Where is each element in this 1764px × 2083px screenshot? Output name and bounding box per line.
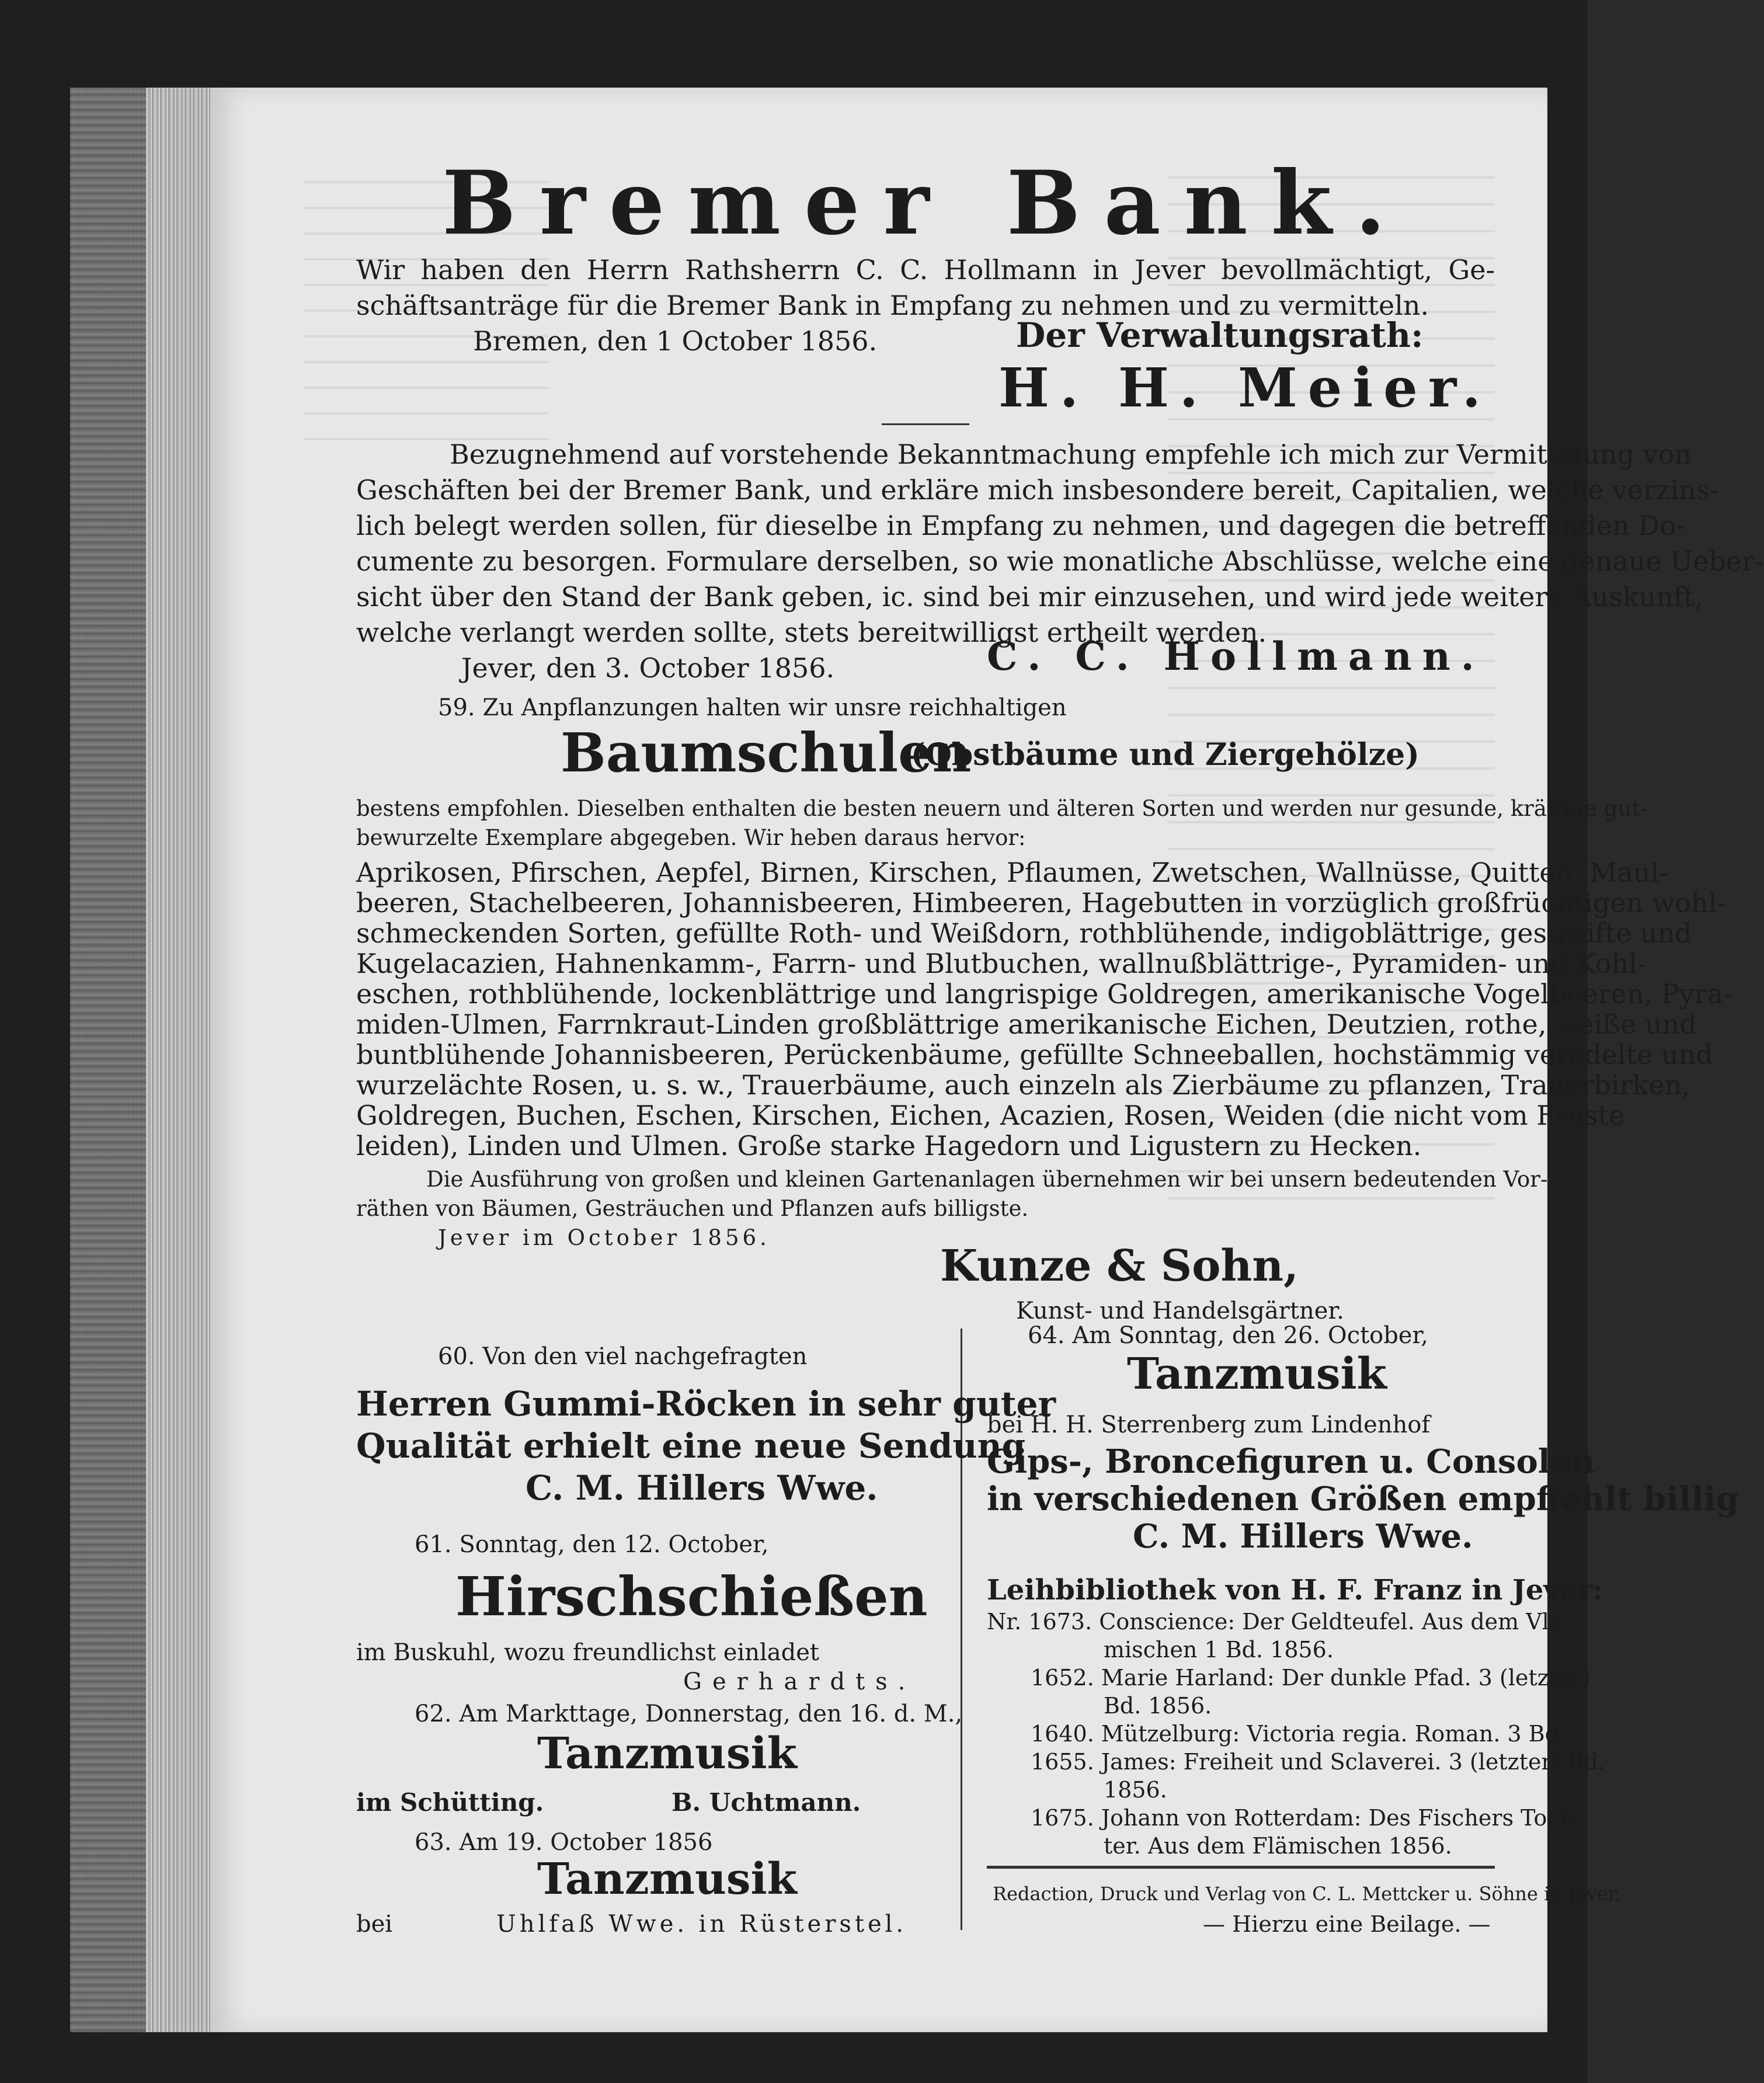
ad61-intro: 61. Sonntag, den 12. October,	[415, 1531, 769, 1558]
bank-date: Bremen, den 1 October 1856.	[473, 325, 878, 357]
bank-line-2: schäftsanträge für die Bremer Bank in Empfang zu nehmen und zu vermitteln.	[356, 290, 1429, 321]
ad59-heading: Baumschulen	[561, 721, 972, 784]
footer-rule	[987, 1866, 1495, 1869]
ad63-intro: 63. Am 19. October 1856	[415, 1829, 713, 1856]
ad60-line-2: Herren Gummi-Röcken in sehr guter	[356, 1384, 1056, 1424]
ad60-signer: C. M. Hillers Wwe.	[526, 1468, 878, 1508]
ad59-small-2: bewurzelte Exemplare abgegeben. Wir heben daraus hervor:	[356, 825, 1026, 850]
ad59-small-1: bestens empfohlen. Dieselben enthalten die besten neuern und älteren Sorten und werden nur gesunde, kräftige gut-	[356, 796, 1648, 821]
gips-signer: C. M. Hillers Wwe.	[1133, 1517, 1473, 1556]
ad59-heading-sub: (Obstbäume und Ziergehölze)	[911, 737, 1419, 773]
ad59-small-4: räthen von Bäumen, Gesträuchen und Pflanzen aufs billigste.	[356, 1196, 1029, 1221]
ad62-place: im Schütting.	[356, 1788, 544, 1817]
ad59-small-3: Die Ausführung von großen und kleinen Gartenanlagen übernehmen wir bei unsern bedeutenden Vor-	[426, 1167, 1548, 1192]
hollmann-date: Jever, den 3. October 1856.	[461, 652, 835, 684]
gips-line-2: in verschiedenen Größen empfiehlt billig	[987, 1480, 1739, 1518]
ad63-bei: bei	[356, 1911, 393, 1938]
ad59-signer: Kunze & Sohn,	[940, 1241, 1299, 1291]
ad61-line: im Buskuhl, wozu freundlichst einladet	[356, 1639, 819, 1666]
ad62-heading: Tanzmusik	[537, 1729, 797, 1779]
bank-signer: H. H. Meier.	[998, 356, 1491, 419]
ad59-place: Jever im October 1856.	[438, 1225, 770, 1250]
gips-line-1: Gips-, Broncefiguren u. Consolen	[987, 1442, 1595, 1481]
ad61-heading: Hirschschießen	[455, 1565, 928, 1628]
ad59-intro: 59. Zu Anpflanzungen halten wir unsre reichhaltigen	[438, 694, 1067, 721]
ad60-line-3: Qualität erhielt eine neue Sendung	[356, 1426, 1026, 1466]
newspaper-page: Bremer Bank. Wir haben den Herrn Rathsherrn C. C. Hollmann in Jever bevollmächtigt, Ge- schäftsanträge für die Bremer Bank in Empfang zu nehmen und zu vermitteln. Bremen, den 1 October 1856. Der Verwaltungsrath: H. H. Meier. Bezugnehmend auf vorstehende Bekanntmachung empfehle ich mich zur Vermittelung von Geschäften bei der Bremer Bank, und erkläre mich insbesondere bereit, Capitalien, welche verzins- lich belegt werden sollen, für dieselbe in Empfang zu nehmen, und dagegen die betreffenden Do- cumente zu besorgen. Formulare derselben, so wie monatliche Abschlüsse, welche eine genaue Ueber- sicht über den Stand der Bank geben, ic. sind bei mir einzusehen, und wird jede weitere Auskunft, welche verlangt werden sollte, stets bereitwilligst ertheilt werden. Jever, den 3. October 1856. C. C. Hollmann. 59. Zu Anpflanzungen halten wir unsre reichhaltigen Baumschulen (Obstbäume und Ziergehölze) bestens empfohlen. Dieselben enthalten die besten neuern und älteren Sorten und werden nur gesunde, kräftige gut- bewurzelte Exemplare abgegeben. Wir heben daraus hervor: Aprikosen, Pfirschen, Aepfel, Birnen, Kirschen, Pflaumen, Zwetschen, Wallnüsse, Quitten, Maul- beeren, Stachelbeeren, Johannisbeeren, Himbeeren, Hagebutten in vorzüglich großfrüchtigen wohl- schmeckenden Sorten, gefüllte Roth- und Weißdorn, rothblühende, indigoblättrige, gestreifte und Kugelacazien, Hahnenkamm-, Farrn- und Blutbuchen, wallnußblättrige-, Pyramiden- und Kohl- eschen, rothblühende, lockenblättrige und langrispige Goldregen, amerikanische Vogelbeeren, Pyra- miden-Ulmen, Farrnkraut-Linden großblättrige amerikanische Eichen, Deutzien, rothe, weiße und buntblühende Johannisbeeren, Perückenbäume, gefüllte Schneeballen, hochstämmig veredelte und wurzelächte Rosen, u. s. w., Trauerbäume, auch einzeln als Zierbäume zu pflanzen, Trauerbirken, Goldregen, Buchen, Eschen, Kirschen, Eichen, Acazien, Rosen, Weiden (die nicht vom Froste leiden), Linden und Ulmen. Große starke Hagedorn und Ligustern zu Hecken. Die Ausführung von großen und kleinen Gartenanlagen übernehmen wir bei unsern bedeutenden Vor- räthen von Bäumen, Gesträuchen und Pflanzen aufs billigste. Jever im October 1856. Kunze & Sohn, Kunst- und Handelsgärtner. 60. Von den viel nachgefragten Herren Gummi-Röcken in sehr guter Qualität erhielt eine neue Sendung C. M. Hillers Wwe. 61. Sonntag, den 12. October, Hirschschießen im Buskuhl, wozu freundlichst einladet Gerhardts. 62. Am Markttage, Donnerstag, den 16. d. M., Tanzmusik im Schütting. B. Uchtmann. 63. Am 19. October 1856 Tanzmusik bei Uhlfaß Wwe. in Rüsterstel. 64. Am Sonntag, den 26. October, Tanzmusik bei H. H. Sterrenberg zum Lindenhof Gips-, Broncefiguren u. Consolen in verschiedenen Größen empfiehlt billig C. M. Hillers Wwe. Leihbibliothek von H. F. Franz in Jever: Nr. 1673. Conscience: Der Geldteufel. Aus dem Vlä- mischen 1 Bd. 1856. 1652. Marie Harland: Der dunkle Pfad. 3 (letzter) Bd. 1856. 1640. Mützelburg: Victoria regia. Roman. 3 Bd. 1655. James: Freiheit und Sclaverei. 3 (letzter) Bd. 1856. 1675. Johann von Rotterdam: Des Fischers Toch- ter. Aus dem Flämischen 1856. Redaction, Druck und Verlag von C. L. Mettcker u. Söhne in Jever. — Hierzu eine Beilage. —	[210, 88, 1547, 2032]
ad61-signer: Gerhardts.	[683, 1668, 916, 1695]
ad59-signer-sub: Kunst- und Handelsgärtner.	[1016, 1298, 1344, 1324]
hollmann-signer: C. C. Hollmann.	[987, 634, 1485, 679]
bank-title: Bremer Bank.	[442, 152, 1409, 255]
footer-supplement: — Hierzu eine Beilage. —	[1203, 1911, 1491, 1937]
ad64-intro: 64. Am Sonntag, den 26. October,	[1028, 1322, 1428, 1349]
library-heading: Leihbibliothek von H. F. Franz in Jever:	[987, 1574, 1603, 1606]
ad60-number: 60. Von den viel nachgefragten	[438, 1343, 808, 1370]
bank-line-1: Wir haben den Herrn Rathsherrn C. C. Hollmann in Jever bevollmächtigt, Ge-	[356, 254, 1495, 286]
ad64-bei: bei H. H. Sterrenberg zum Lindenhof	[987, 1411, 1431, 1438]
ad63-signer: Uhlfaß Wwe. in Rüsterstel.	[496, 1911, 907, 1938]
book-spine	[70, 88, 146, 2032]
section-rule	[882, 423, 969, 425]
ad62-signer: B. Uchtmann.	[671, 1788, 861, 1817]
ad62-intro: 62. Am Markttage, Donnerstag, den 16. d. M.,	[415, 1701, 963, 1727]
footer-imprint: Redaction, Druck und Verlag von C. L. Mettcker u. Söhne in Jever.	[993, 1883, 1621, 1905]
ad64-heading: Tanzmusik	[1127, 1349, 1387, 1399]
ad63-heading: Tanzmusik	[537, 1854, 797, 1904]
bank-board: Der Verwaltungsrath:	[1016, 315, 1424, 355]
